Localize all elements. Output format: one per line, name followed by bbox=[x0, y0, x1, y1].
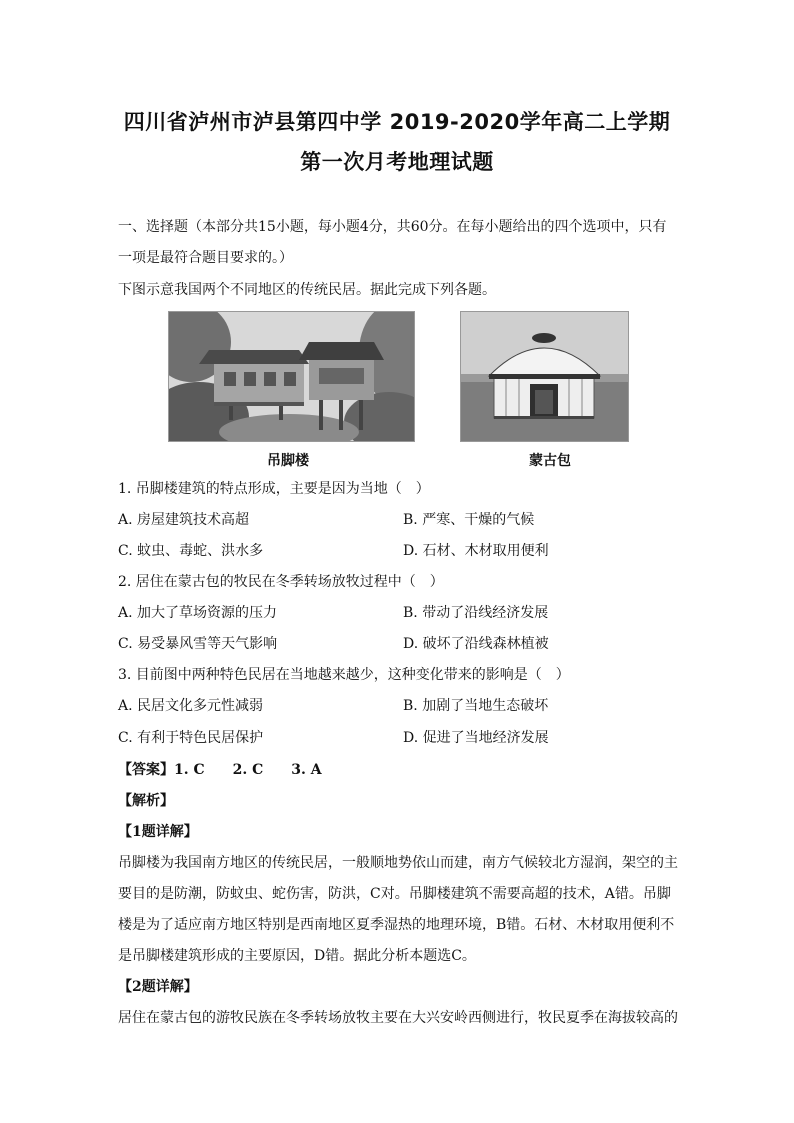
analysis-label: 【解析】 bbox=[118, 793, 174, 809]
question-3-stem: 3. 目前图中两种特色民居在当地越来越少，这种变化带来的影响是（ ） bbox=[118, 667, 570, 683]
question-3-option-a: A. 民居文化多元性减弱 bbox=[118, 698, 264, 714]
yurt-photo bbox=[460, 311, 629, 442]
section-heading-line2: 一项是最符合题目要求的。） bbox=[118, 250, 293, 266]
question-1-option-c: C. 蚊虫、毒蛇、洪水多 bbox=[118, 543, 264, 559]
section-heading-line1: 一、选择题（本部分共15小题，每小题4分，共60分。在每小题给出的四个选项中，只有 bbox=[118, 219, 667, 235]
detail-1-line: 是吊脚楼建筑形成的主要原因，D错。据此分析本题选C。 bbox=[118, 948, 476, 964]
question-1-option-a: A. 房屋建筑技术高超 bbox=[118, 512, 250, 528]
stilt-house-illustration bbox=[169, 312, 414, 441]
question-1-option-b: B. 严寒、干燥的气候 bbox=[403, 512, 535, 528]
intro-text: 下图示意我国两个不同地区的传统民居。据此完成下列各题。 bbox=[118, 282, 496, 298]
question-1-stem: 1. 吊脚楼建筑的特点形成，主要是因为当地（ ） bbox=[118, 481, 430, 497]
stilt-house-photo bbox=[168, 311, 415, 442]
question-3-option-d: D. 促进了当地经济发展 bbox=[403, 730, 549, 746]
document-title-line2: 第一次月考地理试题 bbox=[300, 150, 494, 174]
detail-2-label: 【2题详解】 bbox=[118, 979, 198, 995]
detail-1-line: 楼是为了适应南方地区特别是西南地区夏季湿热的地理环境，B错。石材、木材取用便利不 bbox=[118, 917, 675, 933]
figure-caption-right: 蒙古包 bbox=[529, 453, 571, 469]
question-2-option-a: A. 加大了草场资源的压力 bbox=[118, 605, 278, 621]
question-3-option-c: C. 有利于特色民居保护 bbox=[118, 730, 264, 746]
detail-1-line: 吊脚楼为我国南方地区的传统民居，一般顺地势依山而建，南方气候较北方湿润，架空的主 bbox=[118, 855, 678, 871]
question-2-stem: 2. 居住在蒙古包的牧民在冬季转场放牧过程中（ ） bbox=[118, 574, 444, 590]
detail-2-line: 居住在蒙古包的游牧民族在冬季转场放牧主要在大兴安岭西侧进行，牧民夏季在海拔较高的 bbox=[118, 1010, 678, 1026]
detail-1-label: 【1题详解】 bbox=[118, 824, 198, 840]
question-3-option-b: B. 加剧了当地生态破坏 bbox=[403, 698, 549, 714]
answer-line: 【答案】1. C 2. C 3. A bbox=[118, 762, 322, 778]
document-title-line1: 四川省泸州市泸县第四中学 2019-2020学年高二上学期 bbox=[123, 110, 671, 134]
question-2-option-b: B. 带动了沿线经济发展 bbox=[403, 605, 549, 621]
question-2-option-d: D. 破坏了沿线森林植被 bbox=[403, 636, 549, 652]
figure-caption-left: 吊脚楼 bbox=[267, 453, 309, 469]
yurt-illustration bbox=[461, 312, 628, 441]
question-2-option-c: C. 易受暴风雪等天气影响 bbox=[118, 636, 278, 652]
question-1-option-d: D. 石材、木材取用便利 bbox=[403, 543, 549, 559]
detail-1-line: 要目的是防潮，防蚊虫、蛇伤害，防洪，C对。吊脚楼建筑不需要高超的技术，A错。吊脚 bbox=[118, 886, 671, 902]
